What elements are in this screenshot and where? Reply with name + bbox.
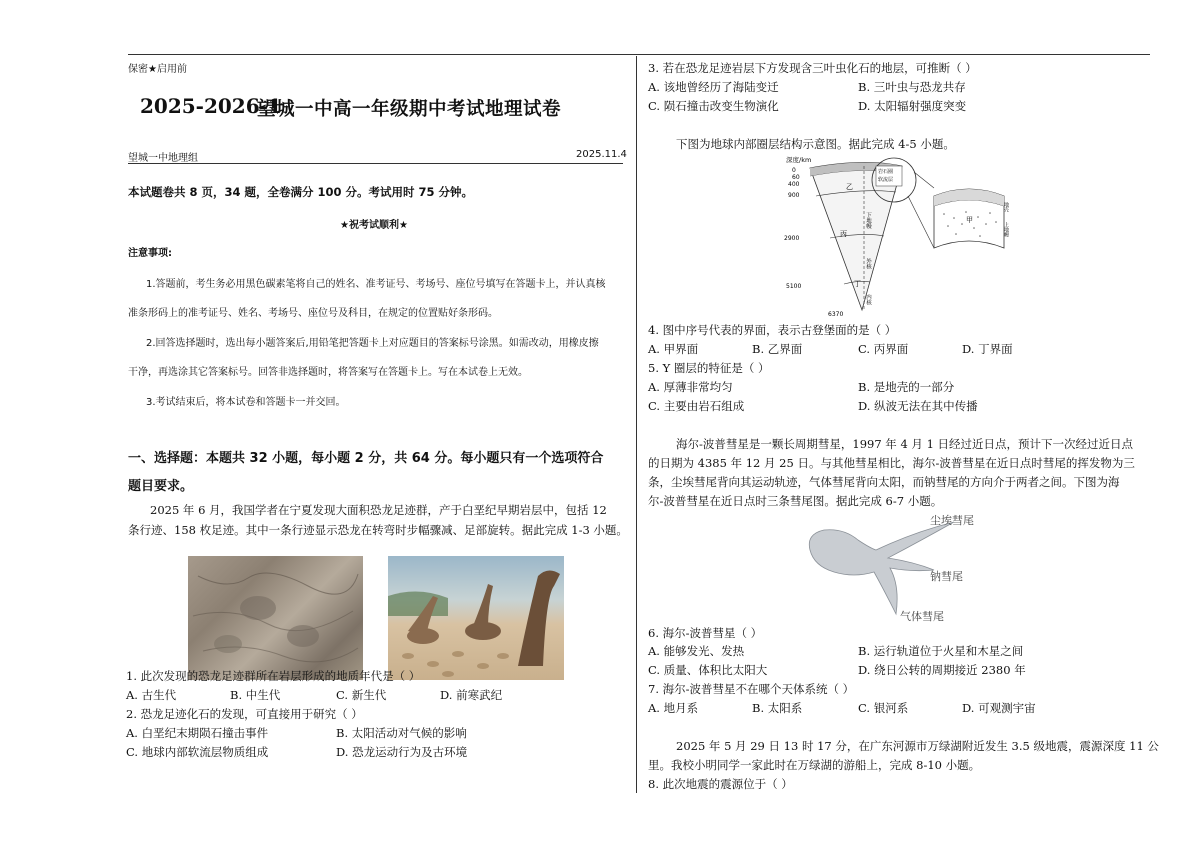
- q1-option-d[interactable]: D. 前寒武纪: [440, 688, 503, 702]
- layer-ding-label: 丁: [854, 280, 861, 288]
- svg-text:下地幔: 下地幔: [865, 212, 871, 229]
- q7-option-a[interactable]: A. 地月系: [648, 701, 699, 715]
- question-5: 5. Y 圈层的特征是（ ）: [648, 361, 770, 375]
- passage-6-7-line-3: 条，尘埃彗尾背向其运动轨迹，气体彗尾背向太阳，而钠彗尾的方向介于两者之间。下图为海: [648, 475, 1120, 489]
- q2-option-b[interactable]: B. 太阳活动对气候的影响: [336, 726, 467, 740]
- question-4: 4. 图中序号代表的界面，表示古登堡面的是（ ）: [648, 323, 897, 337]
- q1-option-a[interactable]: A. 古生代: [126, 688, 177, 702]
- passage-4-5: 下图为地球内部圈层结构示意图。据此完成 4-5 小题。: [676, 137, 955, 151]
- footprint-rock-photo: [188, 556, 363, 680]
- q3-option-b[interactable]: B. 三叶虫与恐龙共存: [858, 80, 966, 94]
- layer-bing-label: 丙: [840, 230, 847, 238]
- q6-option-b[interactable]: B. 运行轨道位于火星和木星之间: [858, 644, 1024, 658]
- q6-option-c[interactable]: C. 质量、体积比太阳大: [648, 663, 768, 677]
- svg-text:2900: 2900: [784, 235, 800, 242]
- svg-text:软流层: 软流层: [878, 177, 894, 183]
- q6-option-d[interactable]: D. 绕日公转的周期接近 2380 年: [858, 663, 1026, 677]
- dinosaur-illustration: [388, 556, 564, 680]
- passage-6-7-line-1: 海尔-波普彗星是一颗长周期彗星，1997 年 4 月 1 日经过近日点，预计下一次经过近日点: [676, 437, 1134, 451]
- q4-option-b[interactable]: B. 乙界面: [752, 342, 803, 356]
- q5-option-a[interactable]: A. 厚薄非常均匀: [648, 380, 733, 394]
- question-6: 6. 海尔-波普彗星（ ）: [648, 626, 763, 640]
- q2-option-a[interactable]: A. 白垩纪末期陨石撞击事件: [126, 726, 269, 740]
- sodium-tail-label: 钠彗尾: [930, 570, 963, 583]
- header-rule: [128, 163, 623, 164]
- passage-8-10-line-2: 里。我校小明同学一家此时在万绿湖的游船上，完成 8-10 小题。: [648, 758, 981, 772]
- svg-text:400: 400: [788, 181, 800, 188]
- column-divider: [636, 56, 637, 793]
- svg-text:上地幔: 上地幔: [1003, 222, 1009, 237]
- q1-option-c[interactable]: C. 新生代: [336, 688, 387, 702]
- passage-1-3-line-1: 2025 年 6 月，我国学者在宁夏发现大面积恐龙足迹群，产于白垩纪早期岩层中，包括 12: [150, 503, 607, 517]
- q5-option-b[interactable]: B. 是地壳的一部分: [858, 380, 955, 394]
- earth-interior-diagram: [784, 152, 1016, 320]
- q4-option-a[interactable]: A. 甲界面: [648, 342, 699, 356]
- q4-option-d[interactable]: D. 丁界面: [962, 342, 1013, 356]
- section-heading-line-1: 一、选择题：本题共 32 小题，每小题 2 分，共 64 分。每小题只有一个选项符合: [128, 451, 604, 466]
- notice-1-line-2: 准条形码上的准考证号、姓名、考场号、座位号及科目，在规定的位置贴好条形码。: [128, 308, 498, 319]
- depth-axis-label: 深度/km: [786, 156, 812, 164]
- svg-text:60: 60: [792, 174, 800, 181]
- passage-1-3-line-2: 条行迹、158 枚足迹。其中一条行迹显示恐龙在转弯时步幅骤减、足部旋转。据此完成 1-3 小题。: [128, 523, 628, 537]
- passage-6-7-line-2: 的日期为 4385 年 12 月 25 日。与其他彗星相比，海尔-波普彗星在近日点时彗尾的挥发物为三: [648, 456, 1135, 470]
- notice-title: 注意事项:: [128, 248, 172, 259]
- question-1: 1. 此次发现的恐龙足迹群所在岩层形成的地质年代是（ ）: [126, 669, 421, 683]
- layer-jia-label: 甲: [966, 216, 973, 224]
- notice-2-line-1: 2.回答选择题时，选出每小题答案后,用铅笔把答题卡上对应题目的答案标号涂黑。如需改动，用橡皮擦: [146, 338, 599, 349]
- gas-tail-label: 气体彗尾: [900, 610, 944, 623]
- exam-date: 2025.11.4: [576, 149, 627, 160]
- q1-option-b[interactable]: B. 中生代: [230, 688, 281, 702]
- question-8: 8. 此次地震的震源位于（ ）: [648, 777, 793, 791]
- page-title: 望城一中高一年级期中考试地理试卷: [257, 99, 562, 120]
- question-2: 2. 恐龙足迹化石的发现，可直接用于研究（ ）: [126, 707, 363, 721]
- svg-text:岩石圈: 岩石圈: [878, 169, 894, 175]
- q7-option-d[interactable]: D. 可观测宇宙: [962, 701, 1036, 715]
- svg-text:0: 0: [792, 167, 796, 174]
- exam-summary: 本试题卷共 8 页，34 题，全卷满分 100 分。考试用时 75 分钟。: [128, 185, 474, 199]
- q2-option-d[interactable]: D. 恐龙运动行为及古环境: [336, 745, 468, 759]
- passage-6-7-line-4: 尔-波普彗星在近日点时三条彗尾图。据此完成 6-7 小题。: [648, 494, 943, 508]
- notice-1-line-1: 1.答题前，考生务必用黑色碳素笔将自己的姓名、准考证号、考场号、座位号填写在答题卡上，并认真核: [146, 279, 606, 290]
- q2-option-c[interactable]: C. 地球内部软流层物质组成: [126, 745, 269, 759]
- notice-2-line-2: 干净，再选涂其它答案标号。回答非选择题时，将答案写在答题卡上。写在本试卷上无效。: [128, 367, 528, 378]
- svg-text:5100: 5100: [786, 283, 802, 290]
- exam-wish: ★祝考试顺利★: [340, 220, 408, 231]
- comet-tails-diagram: [804, 510, 1014, 626]
- q6-option-a[interactable]: A. 能够发光、发热: [648, 644, 745, 658]
- q3-option-a[interactable]: A. 该地曾经历了海陆变迁: [648, 80, 779, 94]
- q7-option-b[interactable]: B. 太阳系: [752, 701, 803, 715]
- title-year: 2025-2026-1: [140, 94, 282, 118]
- q3-option-c[interactable]: C. 陨石撞击改变生物演化: [648, 99, 779, 113]
- passage-8-10-line-1: 2025 年 5 月 29 日 13 时 17 分，在广东河源市万绿湖附近发生 3.5 级地震，震源深度 11 公: [676, 739, 1159, 753]
- svg-text:900: 900: [788, 192, 800, 199]
- question-7: 7. 海尔-波普彗星不在哪个天体系统（ ）: [648, 682, 855, 696]
- q3-option-d[interactable]: D. 太阳辐射强度突变: [858, 99, 967, 113]
- dust-tail-label: 尘埃彗尾: [930, 514, 974, 527]
- q4-option-c[interactable]: C. 丙界面: [858, 342, 909, 356]
- group-name: 望城一中地理组: [128, 153, 198, 164]
- svg-text:外核: 外核: [865, 258, 871, 269]
- question-3: 3. 若在恐龙足迹岩层下方发现含三叶虫化石的地层，可推断（ ）: [648, 61, 977, 75]
- q7-option-c[interactable]: C. 银河系: [858, 701, 909, 715]
- section-heading-line-2: 题目要求。: [128, 479, 194, 494]
- secret-label: 保密★启用前: [128, 64, 187, 75]
- q5-option-c[interactable]: C. 主要由岩石组成: [648, 399, 745, 413]
- top-rule: [128, 54, 1150, 55]
- notice-3: 3.考试结束后，将本试卷和答题卡一并交回。: [146, 397, 346, 408]
- svg-text:内核: 内核: [865, 294, 871, 305]
- svg-text:6370: 6370: [828, 311, 844, 318]
- q5-option-d[interactable]: D. 纵波无法在其中传播: [858, 399, 978, 413]
- layer-yi-label: 乙: [846, 183, 853, 191]
- svg-text:地壳: 地壳: [1003, 202, 1009, 212]
